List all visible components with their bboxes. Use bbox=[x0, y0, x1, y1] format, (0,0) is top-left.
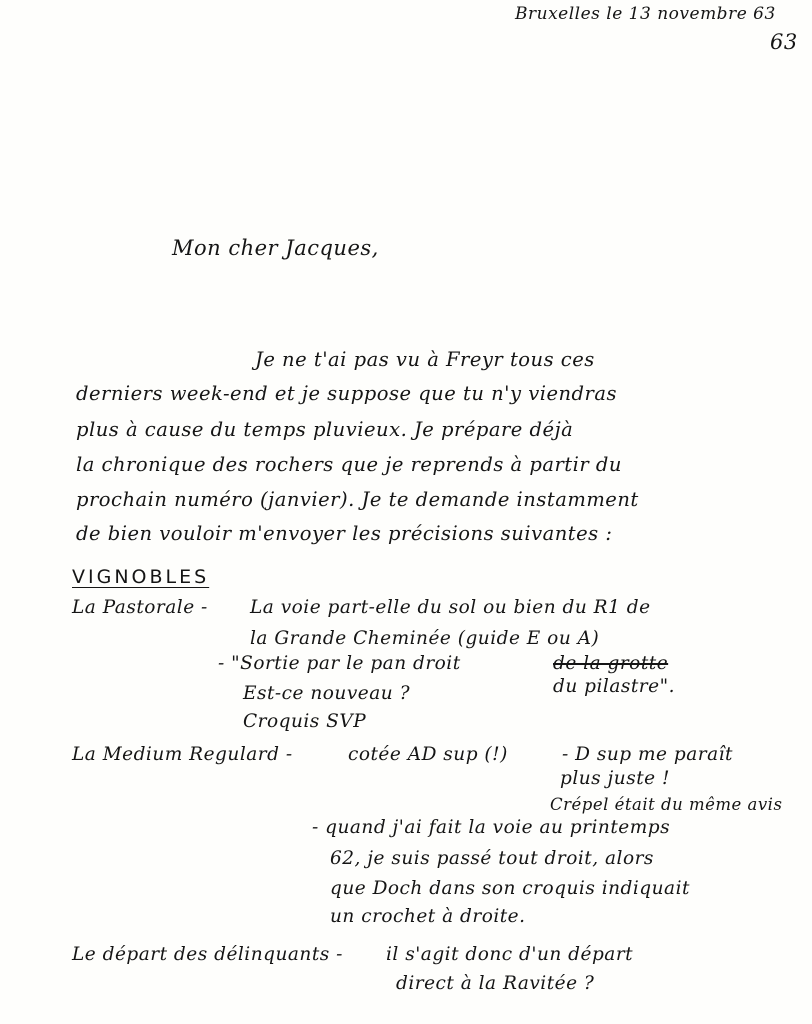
salutation: Mon cher Jacques, bbox=[172, 236, 379, 260]
route-name-pastorale: La Pastorale - bbox=[72, 597, 208, 618]
date-line: Bruxelles le 13 novembre 63 bbox=[515, 4, 776, 24]
note-line: - "Sortie par le pan droit bbox=[218, 653, 461, 674]
note-line: il s'agit donc d'un départ bbox=[386, 944, 634, 965]
section-heading: VIGNOBLES bbox=[72, 566, 210, 588]
note-line: direct à la Ravitée ? bbox=[396, 973, 595, 994]
note-line: que Doch dans son croquis indiquait bbox=[330, 878, 690, 899]
note-line: plus juste ! bbox=[560, 768, 670, 789]
note-line: la Grande Cheminée (guide E ou A) bbox=[250, 628, 600, 649]
note-line: Est-ce nouveau ? bbox=[243, 683, 410, 704]
note-line: Croquis SVP bbox=[243, 711, 367, 732]
body-line: la chronique des rochers que je reprends à partir du bbox=[76, 453, 622, 476]
body-line: Je ne t'ai pas vu à Freyr tous ces bbox=[255, 348, 595, 371]
route-name-depart-delinquants: Le départ des délinquants - bbox=[72, 944, 343, 965]
body-line: prochain numéro (janvier). Je te demande instamment bbox=[76, 488, 639, 511]
note-line: 62, je suis passé tout droit, alors bbox=[330, 848, 654, 869]
note-line: - quand j'ai fait la voie au printemps bbox=[312, 817, 671, 838]
body-line: derniers week-end et je suppose que tu n'y viendras bbox=[76, 382, 617, 405]
note-line: cotée AD sup (!) bbox=[348, 744, 508, 765]
note-line: du pilastre". bbox=[553, 676, 675, 697]
body-line: de bien vouloir m'envoyer les précisions suivantes : bbox=[76, 522, 613, 545]
note-line: La voie part-elle du sol ou bien du R1 de bbox=[250, 597, 651, 618]
struck-text: de la grotte bbox=[553, 653, 669, 674]
route-name-medium-regulard: La Medium Regulard - bbox=[72, 744, 293, 765]
page-number: 63 bbox=[770, 30, 798, 54]
note-line: - D sup me paraît bbox=[562, 744, 733, 765]
note-line: Crépel était du même avis bbox=[550, 795, 783, 814]
note-line: un crochet à droite. bbox=[330, 906, 526, 927]
body-line: plus à cause du temps pluvieux. Je prépare déjà bbox=[76, 418, 574, 441]
